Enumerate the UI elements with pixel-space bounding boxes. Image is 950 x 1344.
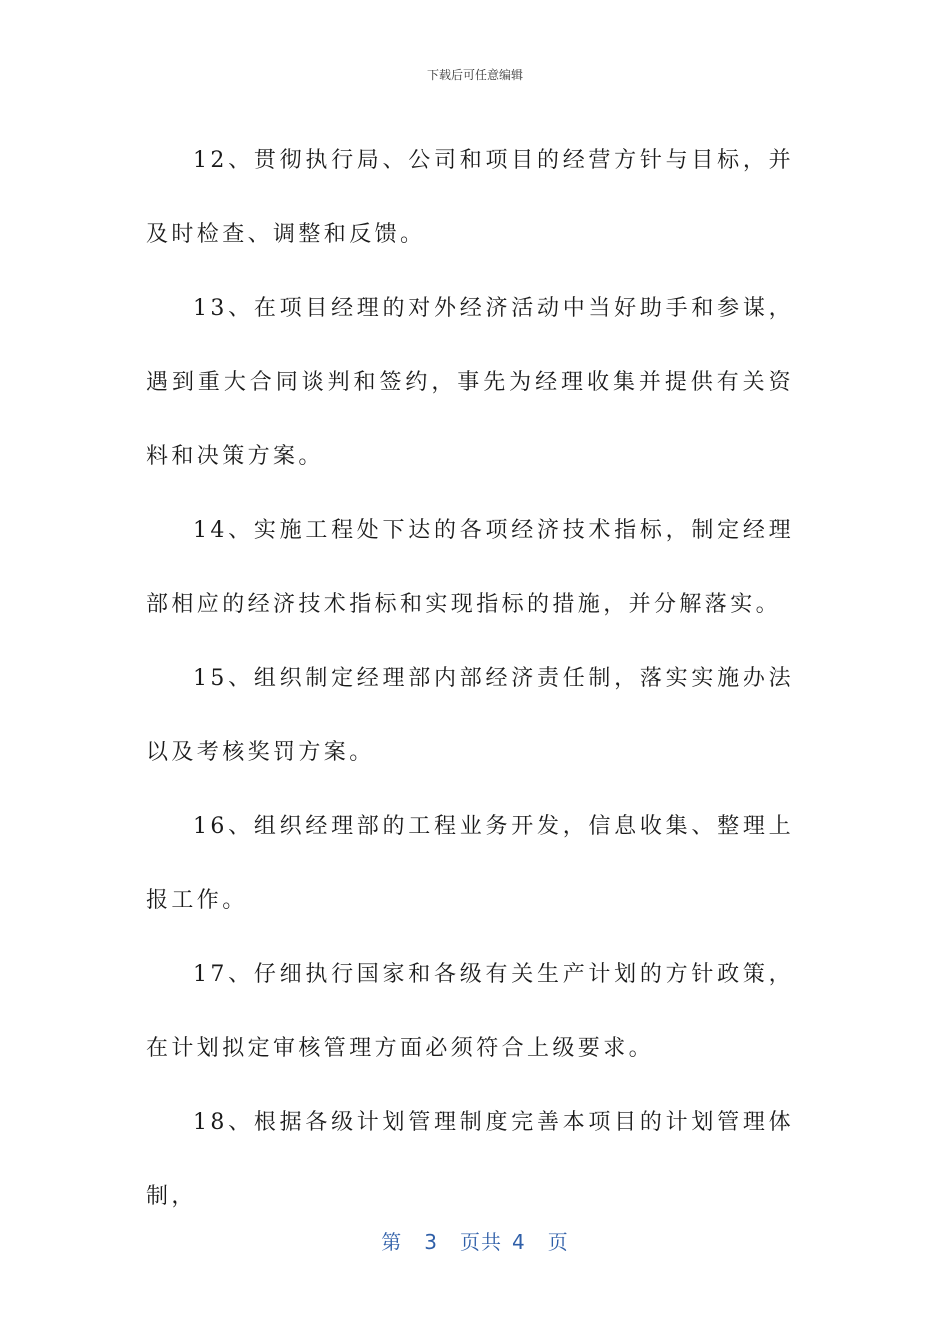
footer-suffix: 页 bbox=[547, 1230, 569, 1254]
page-header: 下载后可任意编辑 bbox=[426, 68, 523, 82]
paragraph-item-14: 14、实施工程处下达的各项经济技术指标，制定经理部相应的经济技术指标和实现指标的措施，并分解落实。 bbox=[146, 518, 794, 617]
document-body bbox=[146, 124, 794, 1234]
paragraph-item-15: 15、组织制定经理部内部经济责任制，落实实施办法以及考核奖罚方案。 bbox=[146, 666, 794, 765]
paragraph-item-17: 17、仔细执行国家和各级有关生产计划的方针政策，在计划拟定审核管理方面必须符合上级要求。 bbox=[146, 962, 794, 1061]
paragraph-item-16: 16、组织经理部的工程业务开发，信息收集、整理上报工作。 bbox=[146, 814, 794, 913]
footer-mid: 页共 bbox=[460, 1230, 502, 1254]
footer-prefix: 第 bbox=[381, 1230, 403, 1254]
paragraph-item-12: 12、贯彻执行局、公司和项目的经营方针与目标，并及时检查、调整和反馈。 bbox=[146, 148, 794, 247]
paragraph-item-18: 18、根据各级计划管理制度完善本项目的计划管理体制， bbox=[146, 1110, 794, 1209]
page-number-footer bbox=[0, 1226, 950, 1255]
footer-total-pages: 4 bbox=[512, 1230, 526, 1254]
paragraph-item-13: 13、在项目经理的对外经济活动中当好助手和参谋，遇到重大合同谈判和签约，事先为经理收集并提供有关资料和决策方案。 bbox=[146, 296, 794, 469]
footer-current-page: 3 bbox=[424, 1230, 438, 1254]
